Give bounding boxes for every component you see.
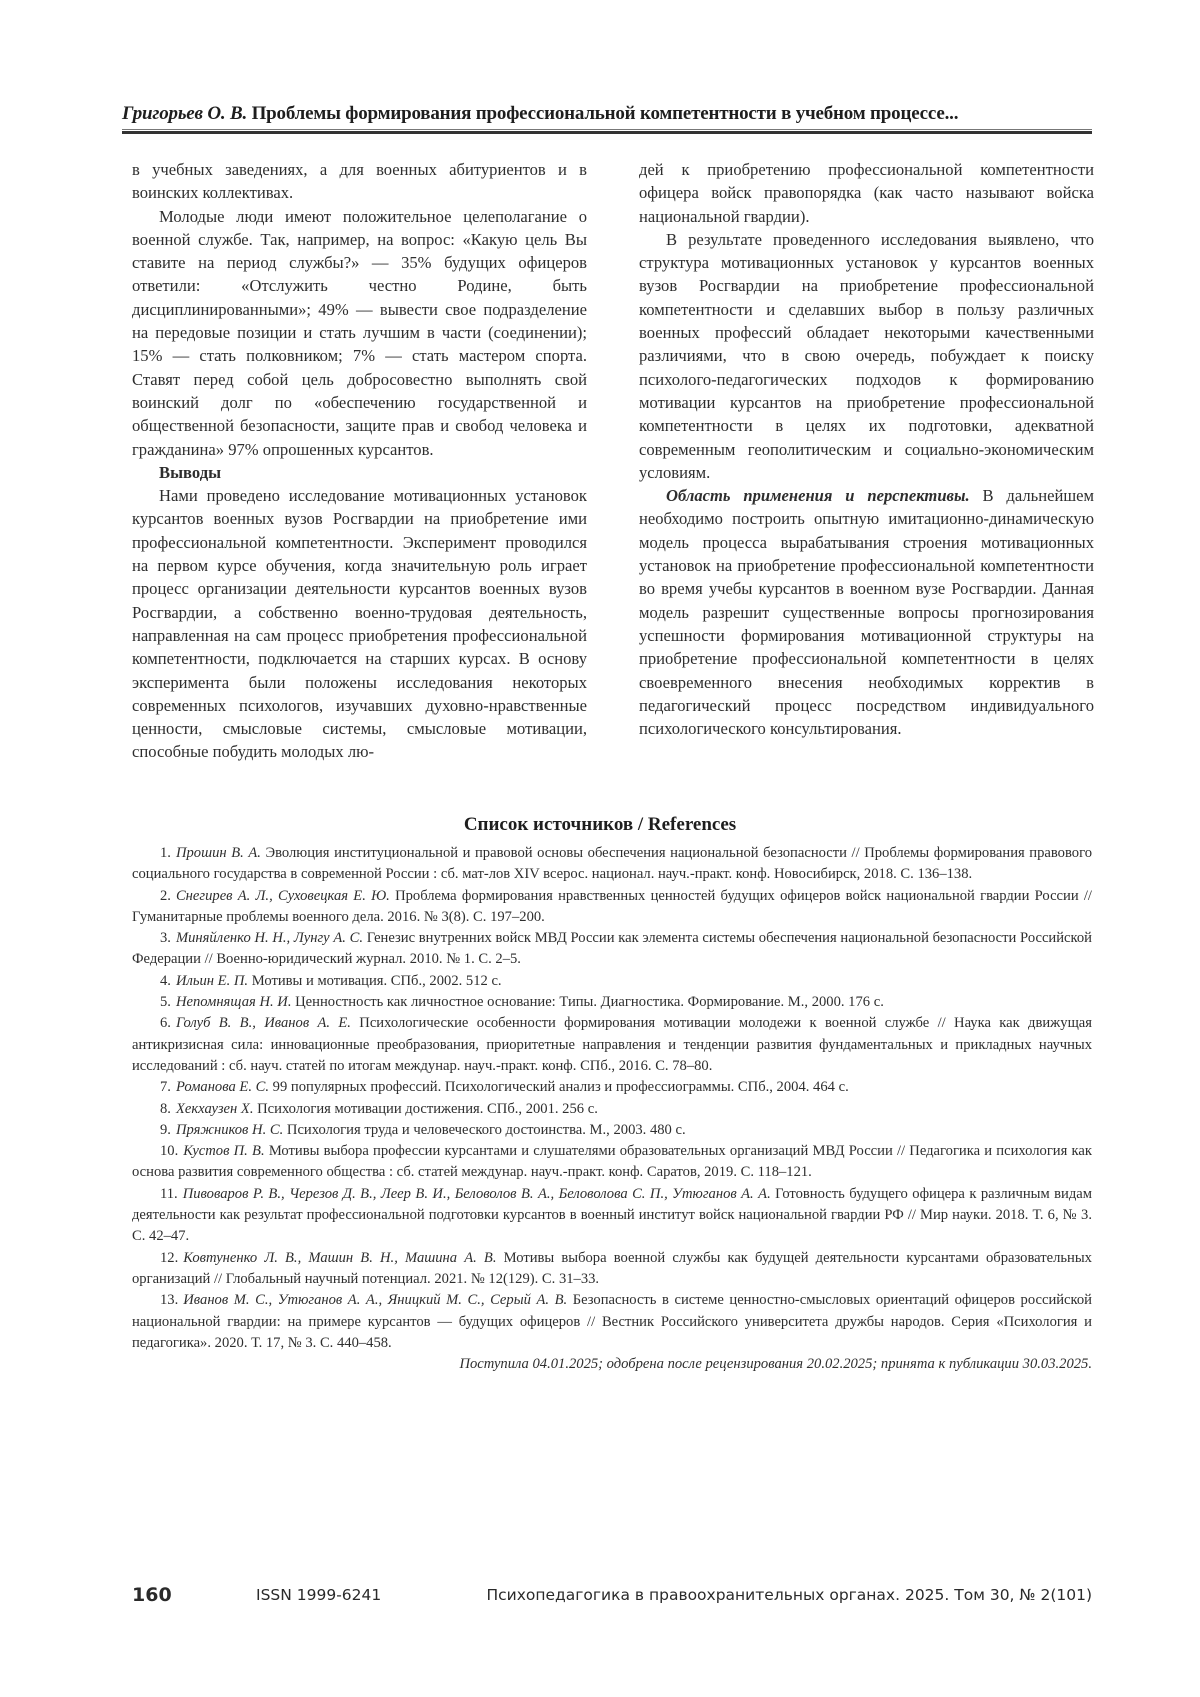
reference-item [132,928,1092,971]
paragraph: дей к приобретению профессиональной компетентности офицера войск правопорядка (как часто называют войска национальной гвардии). [639,160,1094,226]
left-column [132,158,587,764]
reference-text: Психология мотивации достижения. СПб., 2001. 256 с. [253,1100,598,1117]
reference-item [132,843,1092,886]
references-list [132,843,1092,1375]
scope-prospects-lead: Область применения и перспективы. [666,486,970,506]
reference-item [132,886,1092,929]
reference-authors: Прошин В. А. [175,845,261,861]
page-footer [132,1584,1092,1614]
paragraph: В результате проведенного исследования выявлено, что структура мотивационных установок у курсантов военных вузов Росгвардии на приобретение профессиональной компетентности и сделавших выбор в пользу различных военных профессий обладает некоторыми качественными различиями, что в свою очередь, побуждает к поиску психолого-педагогических подходов к формированию мотивации курсантов на приобретение профессиональной компетентности в целях их подготовки, адекватной современным геополитическим и социально-экономическим условиям. [639,229,1094,482]
reference-authors: Ковтуненко Л. В., Машин В. Н., Машина А. В. [183,1249,497,1266]
reference-item [132,1290,1092,1354]
reference-number: 1. [160,845,171,861]
reference-authors: Голуб В. В., Иванов А. Е. [175,1015,351,1032]
reference-authors: Пивоваров Р. В., Черезов Д. В., Леер В. И., Беловолов В. А., Беловолова С. П., Утюганов А. А. [182,1185,771,1202]
reference-item [132,1141,1092,1184]
running-head-title: Проблемы формирования профессиональной компетентности в учебном процессе... [251,103,959,124]
reference-item [132,1248,1092,1291]
reference-text: Эволюция институциональной и правовой основы обеспечения национальной безопасности // Проблемы формирования правового социального государства в современной России : сб. мат-лов XIV всерос. национал. науч.-практ. конф. Новосибирск, 2018. С. 136–138. [132,845,1092,883]
reference-item [132,1120,1092,1141]
received-dates: Поступила 04.01.2025; одобрена после рецензирования 20.02.2025; принята к публикации 30.03.2025. [459,1356,1092,1373]
reference-number: 13. [160,1292,179,1309]
references-title: Список источников / References [463,814,737,835]
reference-number: 3. [160,930,171,947]
reference-number: 10. [160,1143,179,1160]
reference-number: 9. [160,1121,171,1138]
paragraph-scope-prospects [639,484,1094,740]
section-heading-conclusions: Выводы [159,462,222,482]
reference-number: 6. [160,1015,171,1032]
reference-number: 8. [160,1100,171,1117]
reference-number: 7. [160,1079,171,1096]
reference-authors: Иванов М. С., Утюганов А. А., Яницкий М. С., Серый А. В. [183,1292,568,1309]
reference-text: Психология труда и человеческого достоинства. М., 2003. 480 с. [283,1121,686,1138]
reference-authors: Снегирев А. Л., Суховецкая Е. Ю. [175,887,390,904]
reference-text: Мотивы выбора военной службы как будущей деятельности курсантами образовательных организаций // Глобальный научный потенциал. 2021. № 12(129). С. 31–33. [132,1249,1092,1287]
reference-text: Безопасность в системе ценностно-смысловых ориентаций офицеров российской национальной гвардии: на примере курсантов — будущих офицеров // Вестник Российского университета дружбы народов. Серия «Психология и педагогика». 2020. Т. 17, № 3. С. 440–458. [132,1292,1092,1351]
reference-item [132,1099,1092,1120]
reference-authors: Ильин Е. П. [175,972,249,989]
header-rule-thick [122,131,1092,134]
reference-item [132,1077,1092,1098]
reference-text: Генезис внутренних войск МВД России как элемента системы обеспечения национальной безопасности Российской Федерации // Военно-юридический журнал. 2010. № 1. С. 2–5. [132,930,1092,968]
issn: ISSN 1999-6241 [256,1586,382,1604]
page-number: 160 [132,1584,172,1606]
reference-item [132,1184,1092,1248]
reference-text: Мотивы выбора профессии курсантами и слушателями образовательных организаций МВД России // Педагогика и психология как основа развития современного общества : сб. статей междунар. науч.-практ. конф. Саратов, 2019. С. 118–121. [132,1143,1092,1181]
reference-text: Психологические особенности формирования мотивации молодежи к военной службе // Наука как движущая антикризисная сила: инновационные преобразования, приоритетные направления и тенденции развития фундаментальных и прикладных научных исследований : сб. науч. статей по итогам междунар. науч.-практ. конф. СПб., 2016. С. 78–80. [132,1015,1092,1074]
reference-authors: Романова Е. С. [175,1079,270,1096]
reference-authors: Хекхаузен Х. [175,1100,254,1117]
paragraph: Нами проведено исследование мотивационных установок курсантов военных вузов Росгвардии на приобретение ими профессиональной компетентности. Эксперимент проводился на первом курсе обучения, когда значительную роль играет процесс организации деятельности курсантов военных вузов Росгвардии, а собственно военно-трудовая деятельность, направленная на сам процесс приобретения профессиональной компетентности, подключается на старших курсах. В основу эксперимента были положены исследования некоторых современных психологов, изучавших духовно-нравственные ценности, смысловые системы, смысловые мотивации, способные побудить молодых лю- [132,486,587,762]
reference-text: Ценностность как личностное основание: Типы. Диагностика. Формирование. М., 2000. 176 с. [291,994,884,1011]
reference-item [132,992,1092,1013]
paragraph: Молодые люди имеют положительное целеполагание о военной службе. Так, например, на вопрос: «Какую цель Вы ставите на период службы?» — 35% будущих офицеров ответили: «Отслужить честно Родине, быть дисциплинированными»; 49% — вывести свое подразделение на передовые позиции и стать лучшим в части (соединении); 15% — стать полковником; 7% — стать мастером спорта. Ставят перед собой цель добросовестно выполнять свой воинский долг по «обеспечению государственной и общественной безопасности, защите прав и свобод человека и гражданина» 97% опрошенных курсантов. [132,206,587,459]
reference-authors: Кустов П. В. [183,1143,265,1160]
reference-text: Мотивы и мотивация. СПб., 2002. 512 с. [248,972,502,989]
paragraph: в учебных заведениях, а для военных абитуриентов и в воинских коллективах. [132,160,587,203]
reference-number: 11. [160,1185,178,1202]
reference-number: 2. [160,887,171,904]
reference-number: 5. [160,994,171,1011]
reference-text: Проблема формирования нравственных ценностей будущих офицеров войск национальной гвардии России // Гуманитарные проблемы военного дела. 2016. № 3(8). С. 197–200. [132,887,1092,925]
running-head [122,103,1082,125]
right-column [639,158,1094,740]
reference-number: 12. [160,1249,179,1266]
scope-prospects-text: В дальнейшем необходимо построить опытную имитационно-динамическую модель процесса вырабатывания строения мотивационных установок на приобретение профессиональной компетентности во время учебы курсантов в военном вузе Росгвардии. Данная модель разрешит существенные вопросы прогнозирования успешности формирования мотивационной структуры на приобретение профессиональной компетентности в целях своевременного внесения необходимых корректив в педагогический процесс посредством индивидуального психологического консультирования. [639,486,1095,739]
running-head-author: Григорьев О. В. [122,103,248,124]
reference-text: 99 популярных профессий. Психологический анализ и профессиограммы. СПб., 2004. 464 с. [269,1079,849,1096]
reference-item [132,1013,1092,1077]
reference-text: Готовность будущего офицера к различным видам деятельности как результат профессиональной подготовки курсантов в военный институт войск национальной гвардии РФ // Мир науки. 2018. Т. 6, № 3. С. 42–47. [132,1185,1092,1245]
header-rule-thin [122,129,1092,130]
reference-number: 4. [160,972,171,989]
reference-authors: Непомнящая Н. И. [175,994,292,1011]
reference-authors: Пряжников Н. С. [175,1121,284,1138]
reference-item [132,971,1092,992]
reference-authors: Миняйленко Н. Н., Лунгу А. С. [175,930,364,947]
journal-citation: Психопедагогика в правоохранительных органах. 2025. Том 30, № 2(101) [486,1586,1092,1604]
